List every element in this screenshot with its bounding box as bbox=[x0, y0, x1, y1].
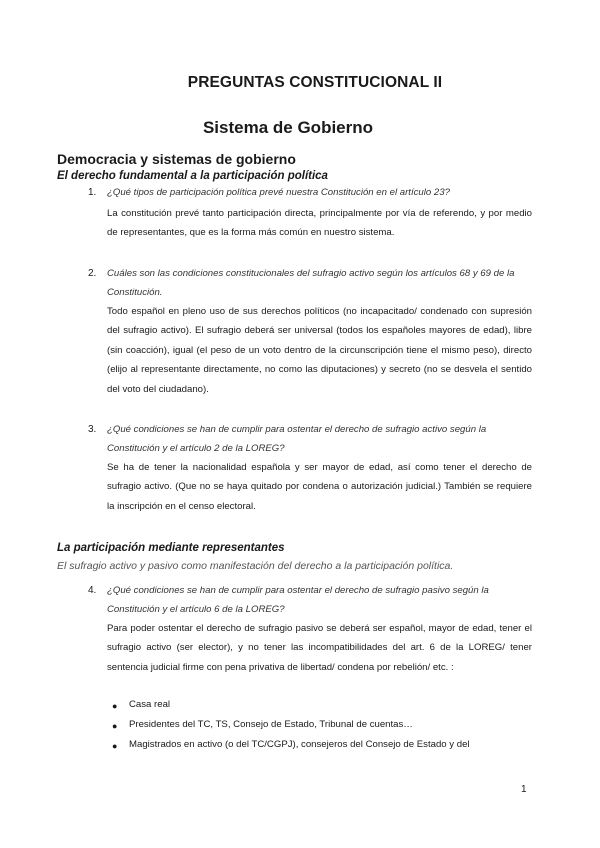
question-text: ¿Qué condiciones se han de cumplir para ostentar el derecho de sufragio activo según la Constitución y el artículo 2 de la LOREG? bbox=[107, 424, 487, 454]
document-title: PREGUNTAS CONSTITUCIONAL II bbox=[187, 74, 443, 91]
subsection-heading-participation: El derecho fundamental a la participación política bbox=[57, 170, 328, 182]
answer-text: Todo español en pleno uso de sus derechos políticos (no incapacitado/ condenado con supresión del sufragio activo). El sufragio deberá ser universal (todos los españoles mayores de edad), libre (sin coacción), igual (el peso de un voto dentro de la circunscripción tiene el mismo peso), directo (elijo al representante directamente, no como las diputaciones) y secreto (no se desvela el sentido del voto del ciudadano). bbox=[107, 306, 532, 395]
subsection-note: El sufragio activo y pasivo como manifestación del derecho a la participación política. bbox=[57, 560, 454, 572]
answer-text: Para poder ostentar el derecho de sufragio pasivo se deberá ser español, mayor de edad, tener el sufragio activo (ser elector), y no tener las incompatibilidades del art. 6 de la LOREG/ tener sentencia judicial firme con pena privativa de libertad/ condena por rebelión/ etc. : bbox=[107, 623, 532, 673]
answer-text: Se ha de tener la nacionalidad española y ser mayor de edad, así como tener el derecho de sufragio activo. (Que no se haya quitado por condena o autorización judicial.) También se requiere la inscripción en el censo electoral. bbox=[107, 462, 532, 512]
list-item: Casa real bbox=[129, 699, 171, 710]
question-text: ¿Qué condiciones se han de cumplir para ostentar el derecho de sufragio pasivo según la Constitución y el artículo 6 de la LOREG? bbox=[107, 585, 489, 615]
bullet-dot: ● bbox=[112, 741, 118, 751]
question-number: 2. bbox=[88, 268, 97, 279]
question-number: 4. bbox=[88, 585, 97, 596]
page-number: 1 bbox=[521, 784, 527, 795]
question-number: 3. bbox=[88, 424, 97, 435]
bullet-dot: ● bbox=[112, 721, 118, 731]
subsection-heading-representatives: La participación mediante representantes bbox=[57, 542, 285, 554]
question-text: Cuáles son las condiciones constitucionales del sufragio activo según los artículos 68 y 69 de la Constitución. bbox=[107, 268, 515, 298]
question-number: 1. bbox=[88, 187, 97, 198]
section-heading: Democracia y sistemas de gobierno bbox=[57, 151, 296, 167]
list-item: Magistrados en activo (o del TC/CGPJ), consejeros del Consejo de Estado y del bbox=[129, 739, 470, 750]
answer-text: La constitución prevé tanto participación directa, principalmente por vía de referendo, y por medio de representantes, que es la forma más común en nuestro sistema. bbox=[107, 208, 532, 239]
list-item: Presidentes del TC, TS, Consejo de Estado, Tribunal de cuentas… bbox=[129, 719, 413, 730]
question-text: ¿Qué tipos de participación política prevé nuestra Constitución en el artículo 23? bbox=[107, 187, 450, 198]
bullet-dot: ● bbox=[112, 701, 118, 711]
document-subtitle: Sistema de Gobierno bbox=[202, 118, 374, 137]
